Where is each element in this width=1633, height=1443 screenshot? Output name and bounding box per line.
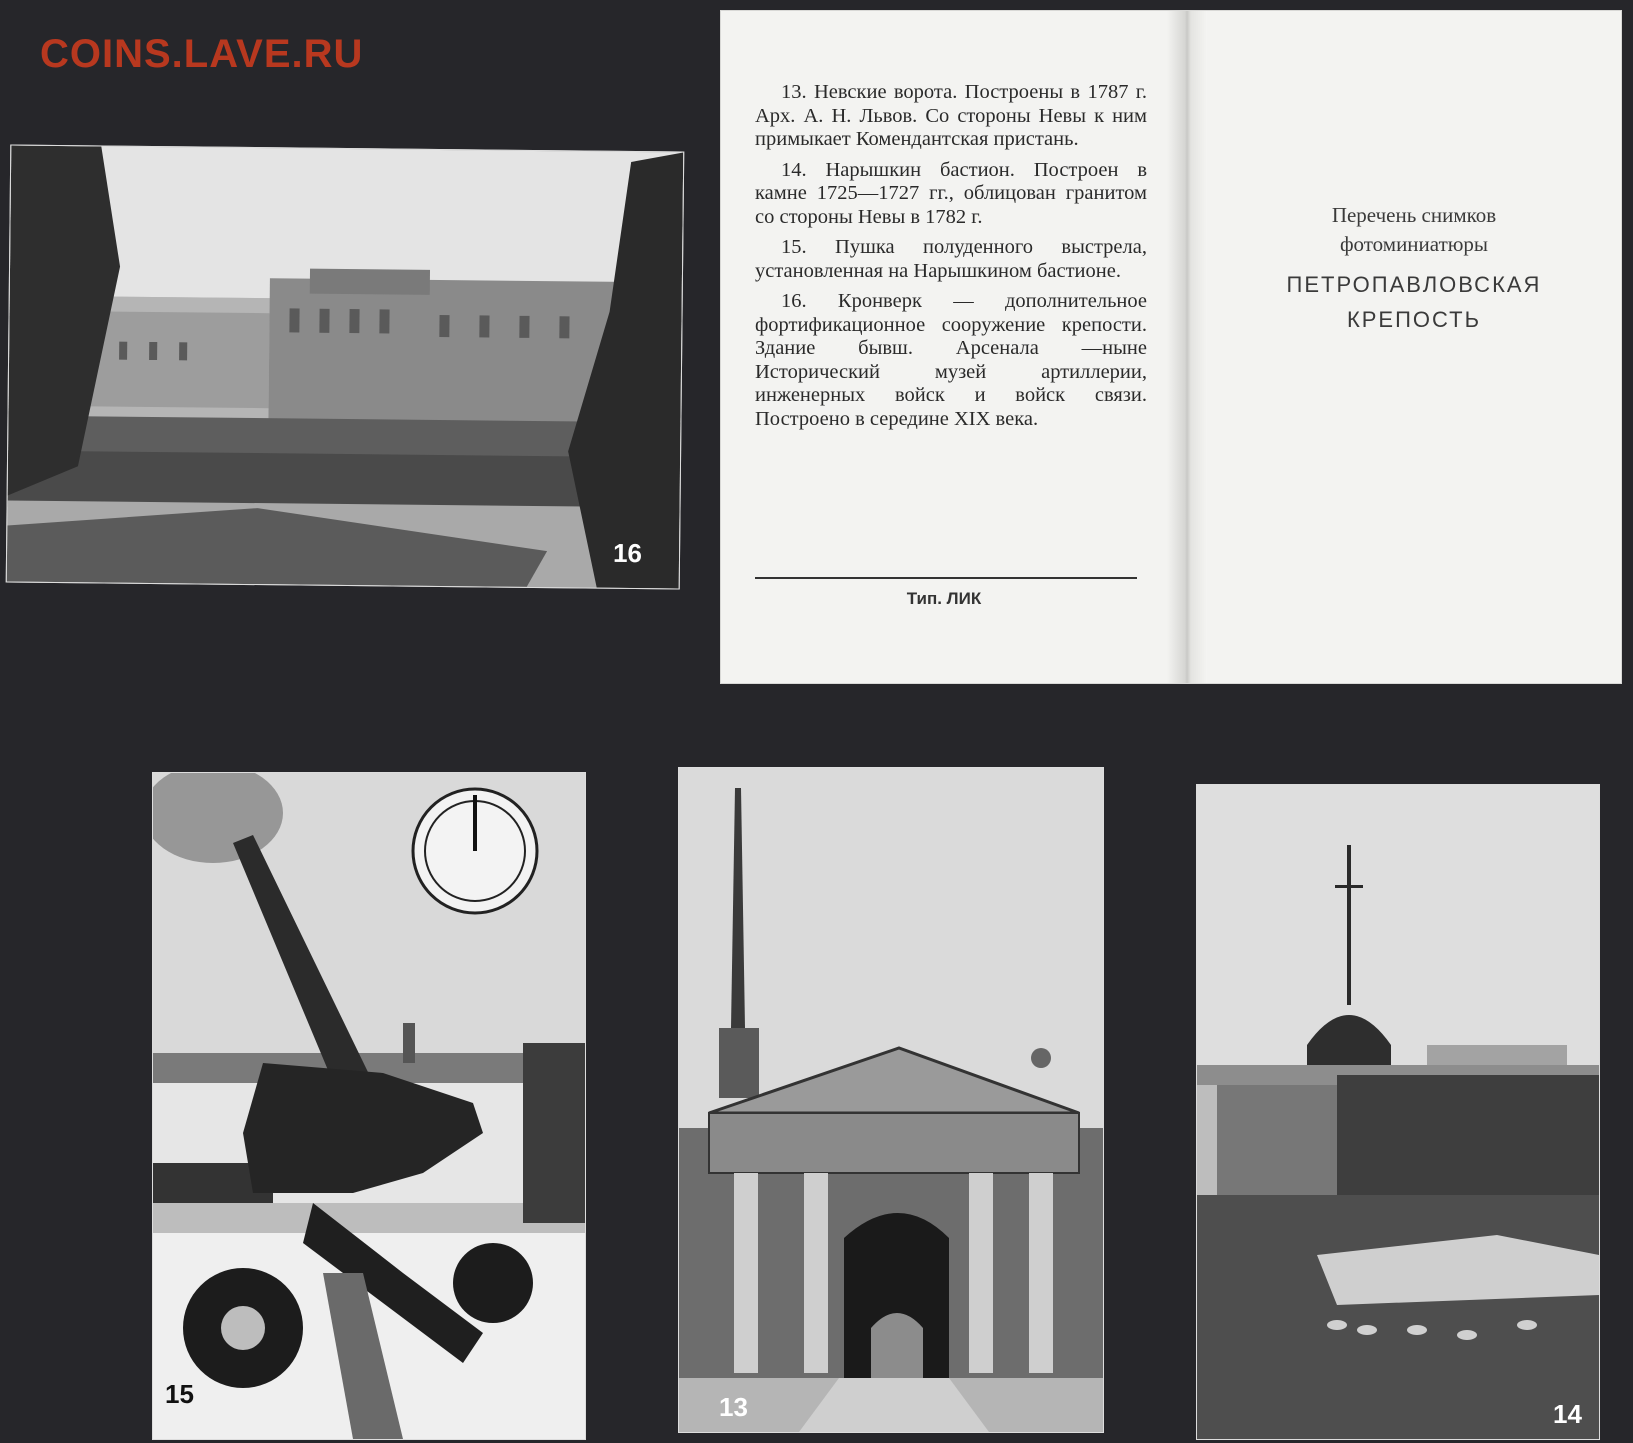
noon-gun-image <box>153 773 585 1439</box>
photo-number-16: 16 <box>612 537 643 569</box>
photo-neva-gate <box>678 767 1104 1433</box>
photo-kronverk-arsenal <box>6 144 685 589</box>
watermark: COINS.LAVE.RU <box>40 32 364 76</box>
photo-number-13: 13 <box>719 1392 748 1422</box>
booklet-fold <box>1167 11 1207 683</box>
entry-13: 13. Невские ворота. Построены в 1787 г. Арх. А. Н. Львов. Со стороны Невы к ним примыкает Комендантская пристань. <box>755 81 1147 150</box>
entry-16: 16. Кронверк — дополнительное фортификационное сооружение крепости. Здание бывш. Арсенала —ныне Исторический музей артиллерии, инженерных войск и войск связи. Построено в середине XIX века. <box>755 290 1147 430</box>
clock-icon <box>413 789 537 913</box>
booklet-cover-page <box>1207 201 1621 337</box>
neva-gate-image <box>679 768 1103 1432</box>
photo-naryshkin-bastion <box>1196 784 1600 1440</box>
cover-line-2: фотоминиатюры <box>1339 232 1489 256</box>
photo-number-15: 15 <box>165 1379 194 1409</box>
booklet <box>720 10 1622 684</box>
cover-line-1: Перечень снимков <box>1331 203 1497 227</box>
printer-imprint: Тип. ЛИК <box>906 589 982 608</box>
photo-noon-gun <box>152 772 586 1440</box>
booklet-left-page <box>755 81 1147 438</box>
photo-number-14: 14 <box>1553 1399 1582 1429</box>
entry-15: 15. Пушка полуденного выстрела, установленная на Нарышкином бастионе. <box>755 236 1147 282</box>
cover-title-1: ПЕТРОПАВЛОВСКАЯ <box>1286 272 1542 297</box>
cover-title-2: КРЕПОСТЬ <box>1346 307 1482 332</box>
divider-rule <box>755 577 1137 579</box>
entry-14: 14. Нарышкин бастион. Построен в камне 1725—1727 гг., облицован гранитом со стороны Невы в 1782 г. <box>755 158 1147 228</box>
kronverk-arsenal-image <box>7 145 684 588</box>
naryshkin-bastion-image <box>1197 785 1599 1439</box>
